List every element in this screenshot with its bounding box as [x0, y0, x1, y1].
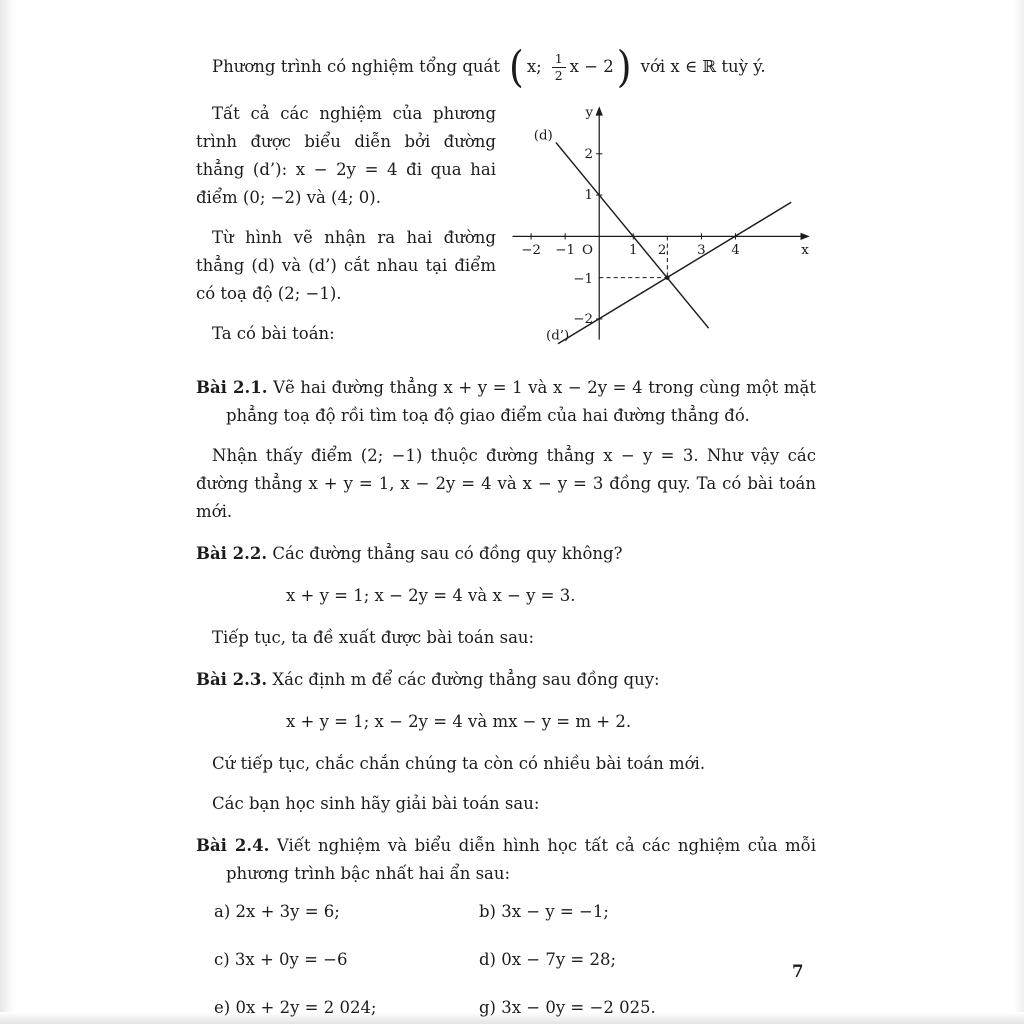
- general-solution-line: [212, 42, 816, 92]
- line-d-prime-label: (d’): [545, 328, 570, 344]
- x-tick-4: 4: [731, 242, 740, 258]
- problem-2-4: [196, 832, 816, 888]
- note-after-2-2: Tiếp tục, ta đề xuất được bài toán sau:: [212, 628, 535, 647]
- close-paren: ): [616, 42, 632, 92]
- figure-container: [496, 102, 816, 348]
- y-tick-neg2: −2: [573, 312, 594, 328]
- line-d-label: (d): [533, 128, 553, 144]
- x-tick-neg2: −2: [521, 242, 541, 258]
- exercise-item-e: e) 0x + 2y = 2 024;: [214, 998, 377, 1017]
- x-axis-arrow: [801, 233, 810, 240]
- y-tick-1: 1: [584, 188, 594, 204]
- problem-2-1-text: Vẽ hai đường thẳng x + y = 1 và x − 2y = 4 trong cùng một mặt phẳng toạ độ rồi tìm toạ độ giao điểm của hai đường thẳng đó.: [226, 378, 817, 425]
- intro-tail: với x ∈ ℝ tuỳ ý.: [640, 57, 766, 76]
- exercise-row-2: [214, 946, 816, 974]
- y-axis-label: y: [585, 105, 594, 121]
- y-tick-neg1: −1: [573, 271, 594, 287]
- note-after-2-3: Cứ tiếp tục, chắc chắn chúng ta còn có nhiều bài toán mới.: [212, 754, 706, 773]
- exercise-item-a: a) 2x + 3y = 6;: [214, 902, 340, 921]
- fraction-numerator: 1: [552, 51, 566, 68]
- y-tick-2: 2: [584, 146, 594, 162]
- scan-edge-right: [1014, 0, 1024, 1024]
- intro-text: Phương trình có nghiệm tổng quát: [212, 57, 501, 76]
- problem-2-2-label: Bài 2.2.: [196, 544, 268, 563]
- exercise-item-g: g) 3x − 0y = −2 025.: [479, 998, 656, 1017]
- tuple-x: x;: [526, 57, 542, 76]
- fraction-denominator: 2: [554, 67, 563, 83]
- open-paren: (: [509, 42, 524, 92]
- equation-set-2-2: x + y = 1; x − 2y = 4 và x − y = 3.: [286, 586, 576, 605]
- problem-2-3-text: Xác định m để các đường thẳng sau đồng quy:: [272, 670, 660, 689]
- note-after-2-1: Nhận thấy điểm (2; −1) thuộc đường thẳng x − y = 3. Như vậy các đường thẳng x + y = 1, x − 2y = 4 và x − y = 3 đồng quy. Ta có bài toán mới.: [196, 446, 816, 521]
- problem-2-3: [196, 666, 816, 694]
- x-tick-3: 3: [697, 242, 706, 258]
- page-number: 7: [792, 962, 804, 981]
- problem-2-2: [196, 540, 816, 568]
- exercise-row-1: [214, 898, 816, 926]
- x-tick-1: 1: [629, 242, 638, 258]
- line-d: [556, 142, 709, 328]
- coordinate-graph: [496, 102, 816, 348]
- problem-2-2-text: Các đường thẳng sau có đồng quy không?: [272, 544, 623, 563]
- x-tick-2: 2: [657, 242, 667, 258]
- paragraph-solutions-line: Tất cả các nghiệm của phương trình được biểu diễn bởi đường thẳng (d’): x − 2y = 4 đi qua hai điểm (0; −2) và (4; 0).: [196, 104, 496, 207]
- equation-set-2-3: x + y = 1; x − 2y = 4 và mx − y = m + 2.: [286, 712, 632, 731]
- text-and-figure-row: [196, 100, 816, 360]
- left-column: [196, 100, 496, 360]
- paragraph-intersection: Từ hình vẽ nhận ra hai đường thẳng (d) và (d’) cắt nhau tại điểm có toạ độ (2; −1).: [196, 228, 496, 303]
- problem-2-4-text: Viết nghiệm và biểu diễn hình học tất cả các nghiệm của mỗi phương trình bậc nhất hai ẩn sau:: [226, 836, 816, 883]
- origin-label: O: [582, 242, 594, 258]
- exercise-item-b: b) 3x − y = −1;: [479, 902, 609, 921]
- problem-2-4-label: Bài 2.4.: [196, 836, 270, 855]
- x-axis-label: x: [801, 242, 809, 258]
- page-content: [196, 42, 817, 1024]
- intersection-point: [665, 275, 670, 280]
- exercise-equations-grid: [196, 898, 816, 1022]
- y-axis-arrow: [596, 106, 603, 115]
- problem-2-1: [196, 374, 816, 430]
- problem-2-3-label: Bài 2.3.: [196, 670, 268, 689]
- paragraph-lead-in: Ta có bài toán:: [212, 324, 335, 343]
- exercise-item-d: d) 0x − 7y = 28;: [479, 950, 617, 969]
- exercise-row-3: [214, 994, 816, 1022]
- fraction-one-half: [552, 51, 566, 83]
- note-call-to-action: Các bạn học sinh hãy giải bài toán sau:: [212, 794, 540, 813]
- tuple-rest: x − 2: [569, 57, 614, 76]
- problem-2-1-label: Bài 2.1.: [196, 378, 268, 397]
- scan-edge-left: [0, 0, 14, 1024]
- x-tick-neg1: −1: [555, 242, 576, 258]
- exercise-item-c: c) 3x + 0y = −6: [214, 950, 348, 969]
